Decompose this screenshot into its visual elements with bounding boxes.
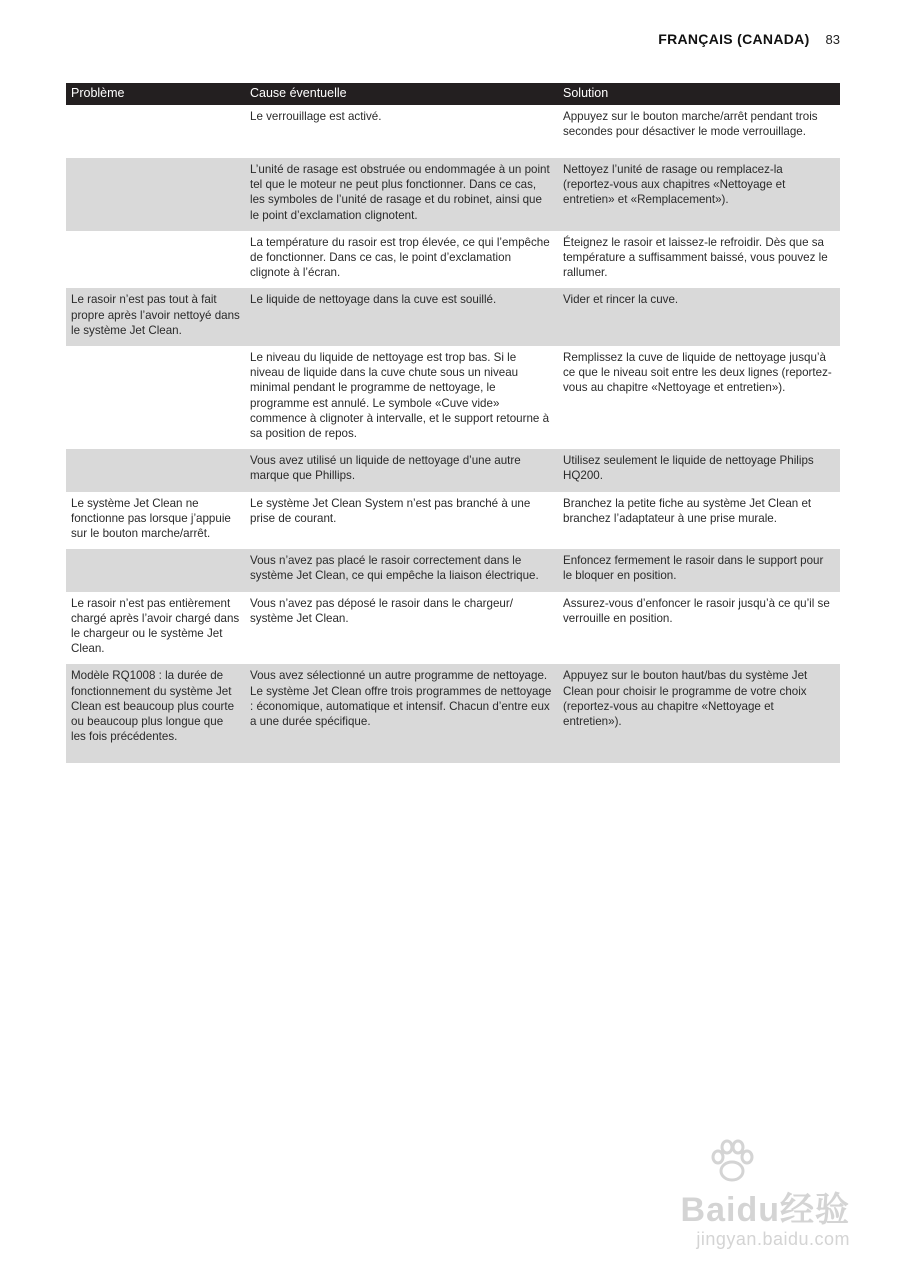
solution-cell: Appuyez sur le bouton marche/arrêt pendant trois secondes pour désactiver le mode verrouillage. bbox=[563, 110, 818, 139]
cause-cell: Le système Jet Clean System n’est pas branché à une prise de courant. bbox=[250, 496, 531, 525]
column-header-cause: Cause éventuelle bbox=[245, 83, 558, 105]
problem-cell: Le rasoir n’est pas entièrement chargé après l’avoir chargé dans le chargeur ou le système Jet Clean. bbox=[71, 596, 240, 656]
table-row bbox=[66, 592, 840, 665]
problem-cell: Modèle RQ1008 : la durée de fonctionnement du système Jet Clean est beaucoup plus courte ou beaucoup plus longue que les fois précédentes. bbox=[66, 664, 245, 763]
troubleshooting-table bbox=[66, 83, 840, 763]
problem-cell bbox=[66, 158, 245, 231]
table-row bbox=[66, 105, 840, 158]
cause-cell: Vous avez utilisé un liquide de nettoyage d’une autre marque que Phillips. bbox=[245, 449, 558, 491]
section-title: FRANÇAIS (CANADA) bbox=[658, 31, 810, 47]
table-row bbox=[66, 549, 840, 591]
page-header bbox=[658, 31, 840, 47]
column-header-problem: Problème bbox=[66, 83, 245, 105]
cause-cell: La température du rasoir est trop élevée, ce qui l’empêche de fonctionner. Dans ce cas, le point d’exclamation clignote à l’écran. bbox=[250, 235, 550, 280]
solution-cell: Enfoncez fermement le rasoir dans le support pour le bloquer en position. bbox=[558, 549, 840, 591]
solution-cell: Éteignez le rasoir et laissez-le refroidir. Dès que sa température a suffisamment baissé, vous pouvez le rallumer. bbox=[563, 235, 828, 280]
solution-cell: Branchez la petite fiche au système Jet Clean et branchez l’adaptateur à une prise murale. bbox=[563, 496, 812, 525]
problem-cell bbox=[66, 346, 245, 449]
table-row bbox=[66, 288, 840, 346]
solution-cell: Assurez-vous d’enfoncer le rasoir jusqu’à ce qu’il se verrouille en position. bbox=[563, 596, 830, 625]
page-number: 83 bbox=[825, 32, 840, 47]
solution-cell: Utilisez seulement le liquide de nettoyage Philips HQ200. bbox=[558, 449, 840, 491]
watermark-url: jingyan.baidu.com bbox=[696, 1229, 850, 1249]
table-row bbox=[66, 346, 840, 449]
cause-cell: Vous n’avez pas déposé le rasoir dans le chargeur/ système Jet Clean. bbox=[250, 596, 513, 625]
table-row bbox=[66, 492, 840, 550]
solution-cell: Nettoyez l’unité de rasage ou remplacez-la (reportez-vous aux chapitres «Nettoyage et entretien» et «Remplacement»). bbox=[558, 158, 840, 231]
watermark-brand: Baidu经验 bbox=[680, 1191, 850, 1229]
problem-cell bbox=[66, 105, 245, 158]
problem-cell bbox=[66, 231, 245, 289]
cause-cell: Le niveau du liquide de nettoyage est trop bas. Si le niveau de liquide dans la cuve chute sous un niveau minimal pendant le programme de nettoyage, le programme est annulé. Le symbole «Cuve vide» commence à clignoter à intervalle, et le support retourne à sa position de repos. bbox=[250, 351, 550, 441]
solution-cell: Appuyez sur le bouton haut/bas du système Jet Clean pour choisir le programme de votre choix (reportez-vous au chapitre «Nettoyage et entretien»). bbox=[558, 664, 840, 763]
cause-cell: Vous n’avez pas placé le rasoir correctement dans le système Jet Clean, ce qui empêche la liaison électrique. bbox=[245, 549, 558, 591]
problem-cell bbox=[66, 449, 245, 491]
table-row bbox=[66, 664, 840, 763]
table-row bbox=[66, 231, 840, 289]
column-header-solution: Solution bbox=[558, 83, 840, 105]
solution-cell: Remplissez la cuve de liquide de nettoyage jusqu’à ce que le niveau soit entre les deux lignes (reportez-vous au chapitre «Nettoyage et entretien»). bbox=[563, 351, 832, 395]
table-row bbox=[66, 449, 840, 491]
solution-cell: Vider et rincer la cuve. bbox=[558, 288, 840, 346]
table-header-row bbox=[66, 83, 840, 105]
cause-cell: Le liquide de nettoyage dans la cuve est souillé. bbox=[245, 288, 558, 346]
problem-cell: Le système Jet Clean ne fonctionne pas lorsque j’appuie sur le bouton marche/arrêt. bbox=[71, 496, 231, 541]
paw-icon bbox=[706, 1136, 758, 1188]
cause-cell: L’unité de rasage est obstruée ou endommagée à un point tel que le moteur ne peut plus fonctionner. Dans ce cas, les symboles de l’unité de rasage et du robinet, ainsi que le point d’exclamation clignotent. bbox=[245, 158, 558, 231]
problem-cell: Le rasoir n’est pas tout à fait propre après l’avoir nettoyé dans le système Jet Clean. bbox=[66, 288, 245, 346]
baidu-watermark bbox=[681, 1192, 850, 1250]
cause-cell: Le verrouillage est activé. bbox=[250, 110, 382, 123]
problem-cell bbox=[66, 549, 245, 591]
table-row bbox=[66, 158, 840, 231]
cause-cell: Vous avez sélectionné un autre programme de nettoyage. Le système Jet Clean offre trois programmes de nettoyage : économique, automatique et intensif. Chacun d’entre eux a une durée spécifique. bbox=[245, 664, 558, 763]
